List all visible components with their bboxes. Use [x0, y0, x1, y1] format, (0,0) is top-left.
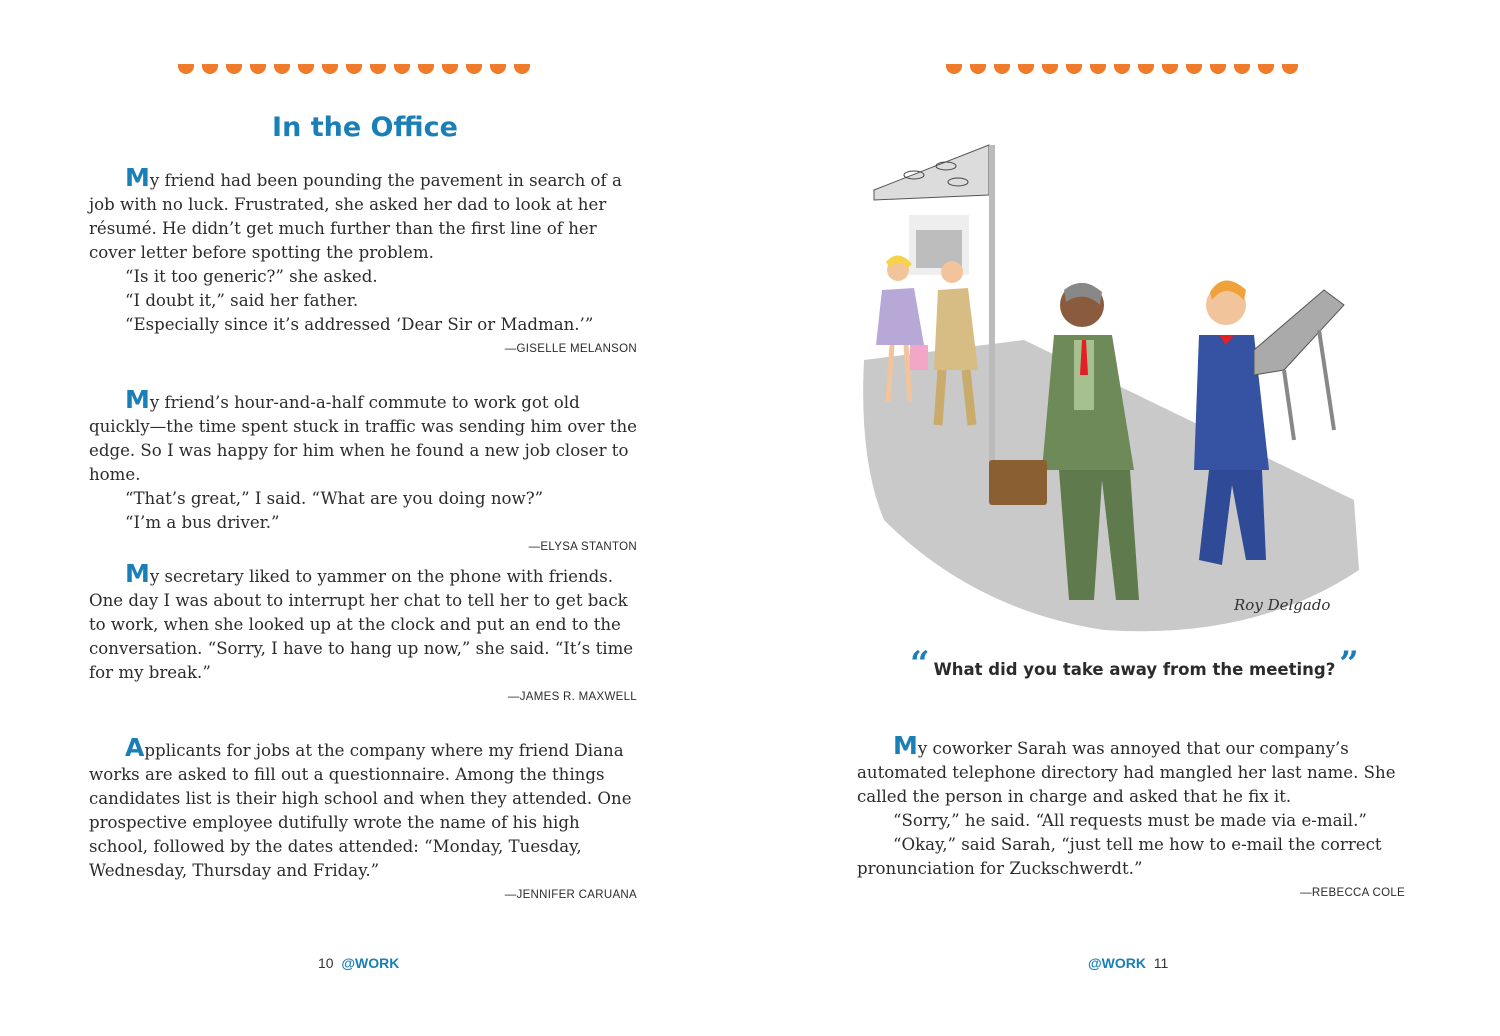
right-page — [750, 0, 1500, 1036]
story-1: My friend had been pounding the pavement in search of a job with no luck. Frustrated, she asked her dad to look at her résumé. He didn’t get much further than the first line of her cover letter before spotting the problem. “Is it too generic?” she asked. “I doubt it,” said her father. “Especially since it’s addressed ‘Dear Sir or Madman.’” —GISELLE MELANSON — [89, 168, 637, 361]
drop-cap: M — [125, 559, 150, 588]
attribution: —JENNIFER CARUANA — [504, 889, 637, 901]
wall-edge — [989, 145, 995, 475]
attribution: —ELYSA STANTON — [528, 541, 637, 553]
section-label: @WORK — [1088, 955, 1146, 971]
section-label: @WORK — [341, 955, 400, 971]
drop-cap: M — [893, 731, 918, 760]
story-4: Applicants for jobs at the company where my friend Diana works are asked to fill out a questionnaire. Among the things candidates list is their high school and when they attended. One prospective employee dutifully wrote the name of his high school, followed by the dates attended: “Monday, Tuesday, Wednesday, Thursday and Friday.” —JENNIFER CARUANA — [89, 738, 637, 907]
ceiling — [874, 145, 989, 200]
office-cartoon-illustration — [854, 140, 1374, 640]
artist-signature: Roy Delgado — [1234, 596, 1331, 614]
decorative-dots — [946, 64, 1298, 74]
decorative-dots — [178, 64, 530, 74]
page-number: 11 — [1153, 955, 1169, 971]
close-quote-icon: ” — [1339, 644, 1359, 684]
page-title: In the Office — [272, 112, 458, 143]
story-2: My friend’s hour-and-a-half commute to work got old quickly—the time spent stuck in traffic was sending him over the edge. So I was happy for him when he found a new job closer to home. “That’s great,” I said. “What are you doing now?” “I’m a bus driver.” —ELYSA STANTON — [89, 390, 637, 559]
drop-cap: A — [125, 733, 145, 762]
story-5: My coworker Sarah was annoyed that our company’s automated telephone directory had mangled her last name. She called the person in charge and asked that he fix it. “Sorry,” he said. “All requests must be made via e-mail.” “Okay,” said Sarah, “just tell me how to e-mail the correct pronunciation for Zuckschwerdt.” —REBECCA COLE — [857, 736, 1405, 905]
attribution: —REBECCA COLE — [1300, 887, 1405, 899]
story-3: My secretary liked to yammer on the phone with friends. One day I was about to interrupt her chat to tell her to get back to work, when she looked up at the clock and put an end to the conversation. “Sorry, I have to hang up now,” she said. “It’s time for my break.” —JAMES R. MAXWELL — [89, 564, 637, 709]
page-footer — [1088, 955, 1168, 971]
open-quote-icon: “ — [910, 644, 930, 684]
drop-cap: M — [125, 385, 150, 414]
cartoon-caption — [910, 644, 1359, 684]
attribution: —GISELLE MELANSON — [504, 343, 637, 355]
page-number: 10 — [318, 955, 334, 971]
caption-text: What did you take away from the meeting? — [933, 660, 1336, 679]
attribution: —JAMES R. MAXWELL — [507, 691, 637, 703]
drop-cap: M — [125, 163, 150, 192]
page-footer — [318, 955, 399, 971]
